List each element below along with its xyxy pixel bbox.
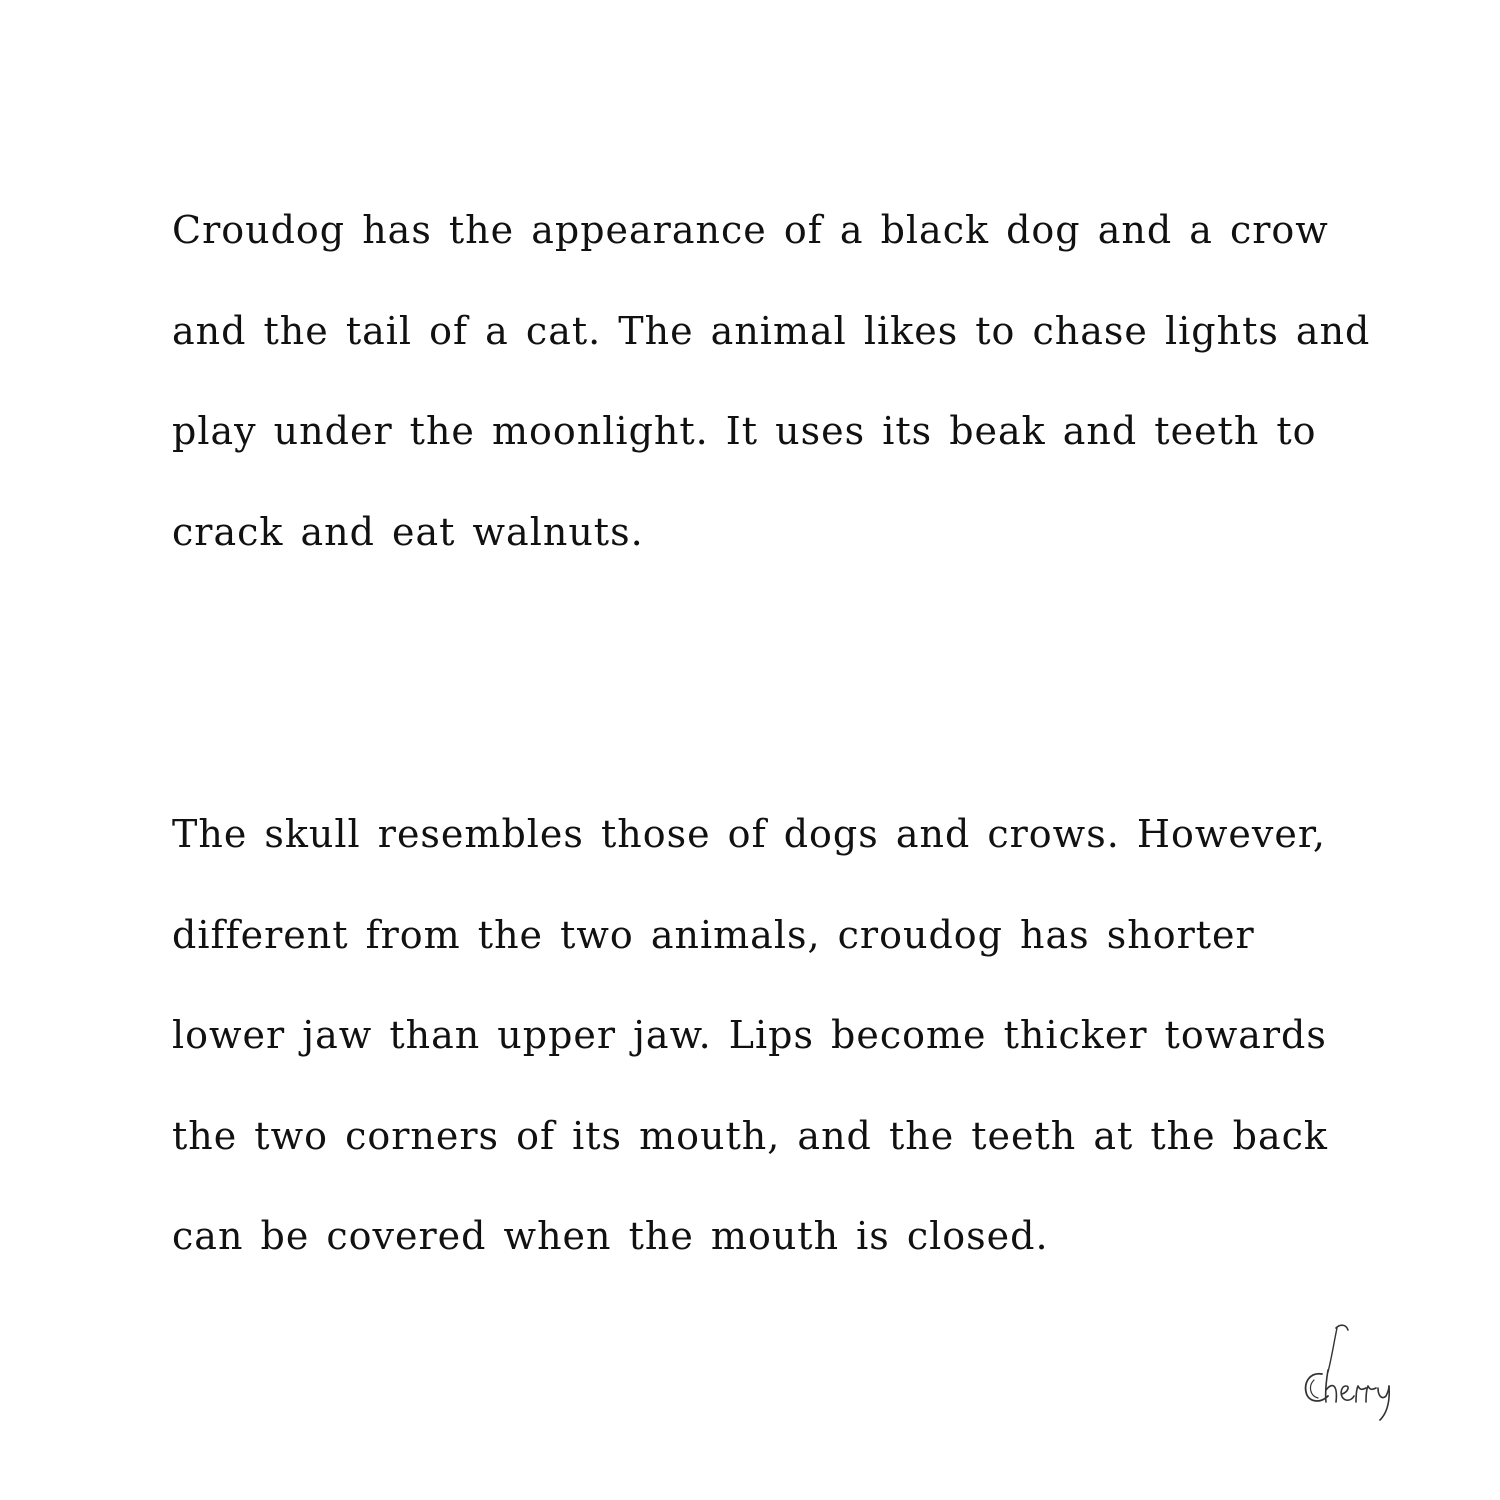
paragraph-line: Croudog has the appearance of a black dog and a crow bbox=[172, 208, 1329, 252]
paragraph-line: The skull resembles those of dogs and crows. However, bbox=[172, 812, 1326, 856]
paragraph-line: lower jaw than upper jaw. Lips become thicker towards bbox=[172, 1013, 1327, 1057]
paragraph-line: different from the two animals, croudog has shorter bbox=[172, 912, 1255, 957]
paragraph-line: and the tail of a cat. The animal likes to chase lights and bbox=[172, 308, 1371, 353]
paragraph-2 bbox=[172, 784, 1328, 1287]
paragraph-1 bbox=[172, 180, 1370, 582]
paragraph-line: crack and eat walnuts. bbox=[172, 509, 644, 554]
cherry-signature-icon bbox=[1296, 1320, 1406, 1425]
paragraph-line: the two corners of its mouth, and the teeth at the back bbox=[172, 1113, 1328, 1158]
paragraph-line: can be covered when the mouth is closed. bbox=[172, 1214, 1049, 1258]
paragraph-line: play under the moonlight. It uses its beak and teeth to bbox=[172, 409, 1317, 453]
